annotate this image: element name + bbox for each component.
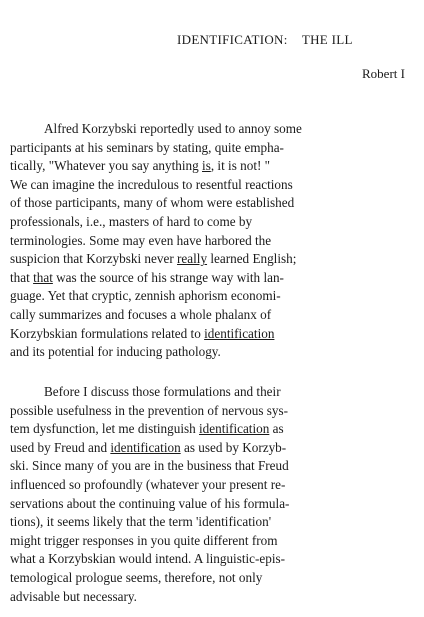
text-line	[10, 383, 414, 402]
text-run: professionals, i.e., masters of hard to come by	[10, 213, 253, 229]
text-run: suspicion that Korzybski never	[10, 251, 178, 267]
text-line	[10, 439, 414, 458]
text-run: of those participants, many of whom were established	[10, 195, 295, 211]
text-run: servations about the continuing value of his formula-	[10, 495, 290, 511]
text-line	[10, 495, 414, 514]
text-run: tions), it seems likely that the term 'identification'	[10, 514, 272, 530]
text-run: cally summarizes and focuses a whole phalanx of	[10, 306, 272, 322]
text-line	[10, 269, 414, 288]
text-run: might trigger responses in you quite different from	[10, 532, 278, 548]
underlined-word: that	[33, 269, 53, 285]
underlined-word: identification	[199, 421, 270, 437]
text-run: and its potential for inducing pathology.	[10, 344, 221, 360]
text-run: influenced so profoundly (whatever your present re-	[10, 476, 286, 492]
text-run: what a Korzybskian would intend. A linguistic-epis-	[10, 551, 286, 567]
text-line	[10, 139, 414, 158]
header-title: IDENTIFICATION:	[177, 32, 288, 47]
text-line	[10, 457, 414, 476]
underlined-word: is	[202, 158, 211, 174]
text-run: terminologies. Some may even have harbored the	[10, 232, 272, 248]
text-line	[10, 588, 414, 607]
text-line	[10, 250, 414, 269]
text-run: as	[269, 421, 284, 437]
header-title-continued: THE ILL	[301, 32, 353, 47]
running-header	[177, 32, 353, 48]
text-run: learned English;	[207, 251, 297, 267]
text-run: possible usefulness in the prevention of nervous sys-	[10, 402, 288, 418]
underlined-word: identification	[204, 325, 275, 341]
text-line	[10, 420, 414, 439]
text-line	[10, 176, 414, 195]
text-line	[10, 194, 414, 213]
text-run: that	[10, 269, 34, 285]
text-line	[10, 157, 414, 176]
text-run: as used by Korzyb-	[180, 439, 287, 455]
text-run: used by Freud and	[10, 439, 111, 455]
text-run: Alfred Korzybski reportedly used to annoy some	[44, 121, 302, 136]
text-line	[10, 513, 414, 532]
text-run: Before I discuss those formulations and their	[44, 384, 281, 399]
text-run: We can imagine the incredulous to resentful reactions	[10, 176, 293, 192]
text-run: Korzybskian formulations related to	[10, 325, 205, 341]
text-run: tem dysfunction, let me distinguish	[10, 421, 200, 437]
text-line	[10, 532, 414, 551]
text-line	[10, 402, 414, 421]
text-line	[10, 287, 414, 306]
paragraph-1	[10, 120, 414, 362]
underlined-word: identification	[110, 439, 181, 455]
text-run: advisable but necessary.	[10, 588, 137, 604]
author-name: Robert I	[362, 66, 405, 81]
paragraph-2	[10, 383, 414, 606]
text-run: participants at his seminars by stating, quite empha-	[10, 139, 284, 155]
underlined-word: really	[177, 251, 208, 267]
text-line	[10, 569, 414, 588]
text-line	[10, 325, 414, 344]
text-run: ski. Since many of you are in the business that Freud	[10, 458, 289, 474]
text-run: guage. Yet that cryptic, zennish aphorism economi-	[10, 288, 281, 304]
text-line	[10, 343, 414, 362]
text-run: , it is not! "	[210, 158, 271, 174]
text-line	[10, 213, 414, 232]
text-run: was the source of his strange way with lan-	[52, 269, 284, 285]
text-line	[10, 120, 414, 139]
text-run: tically, "Whatever you say anything	[10, 158, 203, 174]
text-line	[10, 550, 414, 569]
text-line	[10, 306, 414, 325]
text-line	[10, 476, 414, 495]
text-line	[10, 232, 414, 251]
text-run: temological prologue seems, therefore, not only	[10, 569, 263, 585]
